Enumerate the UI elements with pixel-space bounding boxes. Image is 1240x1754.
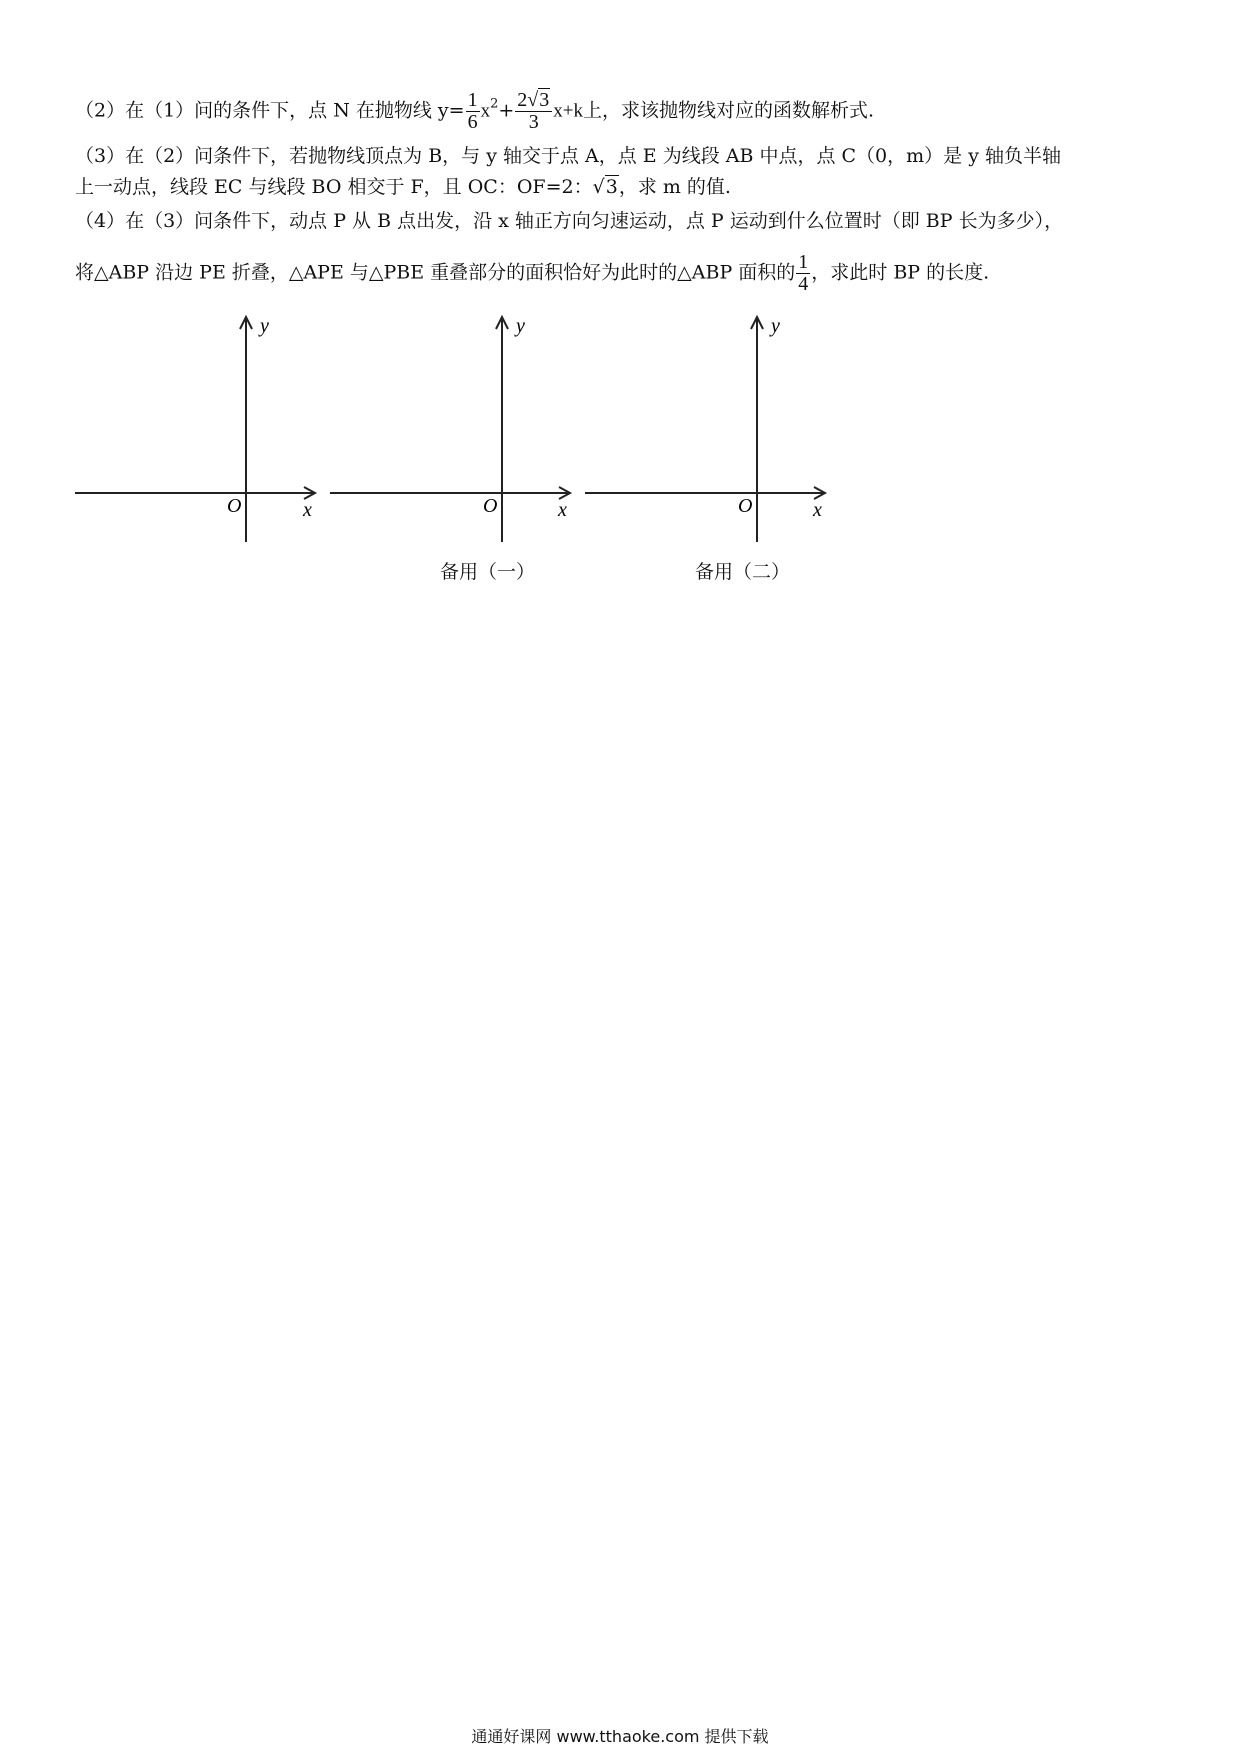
x-axis-label: x <box>303 499 312 521</box>
question-2 <box>75 90 1175 133</box>
q2-suffix: 上，求该抛物线对应的函数解析式. <box>582 99 875 122</box>
question-4-line-2 <box>75 252 1175 295</box>
q2-prefix: （2）在（1）问的条件下，点 N 在抛物线 y= <box>75 99 465 122</box>
coordinate-system-2 <box>330 310 580 550</box>
origin-label: O <box>738 495 753 517</box>
fraction-denominator: 3 <box>515 111 552 133</box>
linear-term: x+k <box>553 100 583 122</box>
q4-line2-prefix: 将△ABP 沿边 PE 折叠，△APE 与△PBE 重叠部分的面积恰好为此时的△ABP 面积的 <box>75 261 796 284</box>
fraction-two-root-three-over-three <box>515 90 552 133</box>
radicand: 3 <box>539 89 550 111</box>
q3-line2-suffix: ，求 m 的值. <box>618 176 731 198</box>
x-axis-label: x <box>558 499 567 521</box>
fraction-numerator: 1 <box>467 89 478 111</box>
y-axis-label: y <box>516 315 525 337</box>
fraction-denominator: 6 <box>467 111 478 133</box>
fraction-one-quarter <box>796 252 810 295</box>
fraction-numerator <box>515 90 552 111</box>
q4-line2-suffix: ，求此时 BP 的长度. <box>811 261 990 284</box>
sqrt-symbol: √3 <box>527 89 550 111</box>
x-axis-label: x <box>813 499 822 521</box>
fraction-numerator: 1 <box>798 251 809 273</box>
coordinate-system-1 <box>75 310 325 550</box>
fraction-denominator: 4 <box>798 273 809 295</box>
fraction-one-sixth <box>466 90 480 133</box>
exponent: 2 <box>490 96 499 112</box>
question-3-line-1: （3）在（2）问条件下，若抛物线顶点为 B，与 y 轴交于点 A，点 E 为线段 AB 中点，点 C（0，m）是 y 轴负半轴 <box>75 145 1061 167</box>
y-axis-label: y <box>771 315 780 337</box>
graph-caption-backup-2: 备用（二） <box>695 561 791 583</box>
origin-label: O <box>227 495 242 517</box>
variable-x: x <box>480 100 491 122</box>
q3-line2-prefix: 上一动点，线段 EC 与线段 BO 相交于 F，且 OC：OF=2： <box>75 176 593 198</box>
graph-caption-backup-1: 备用（一） <box>440 561 536 583</box>
question-3-line-2 <box>75 174 1175 200</box>
plus-sign: + <box>498 99 515 122</box>
question-4-line-1: （4）在（3）问条件下，动点 P 从 B 点出发，沿 x 轴正方向匀速运动，点 P 运动到什么位置时（即 BP 长为多少）， <box>75 210 1064 232</box>
y-axis-label: y <box>260 315 269 337</box>
radicand: 3 <box>605 176 618 198</box>
sqrt-symbol: √3 <box>592 176 618 198</box>
origin-label: O <box>483 495 498 517</box>
page-footer: 通通好课网 www.tthaoke.com 提供下载 <box>471 1727 769 1746</box>
coefficient: 2 <box>517 89 528 111</box>
coordinate-system-3 <box>585 310 835 550</box>
